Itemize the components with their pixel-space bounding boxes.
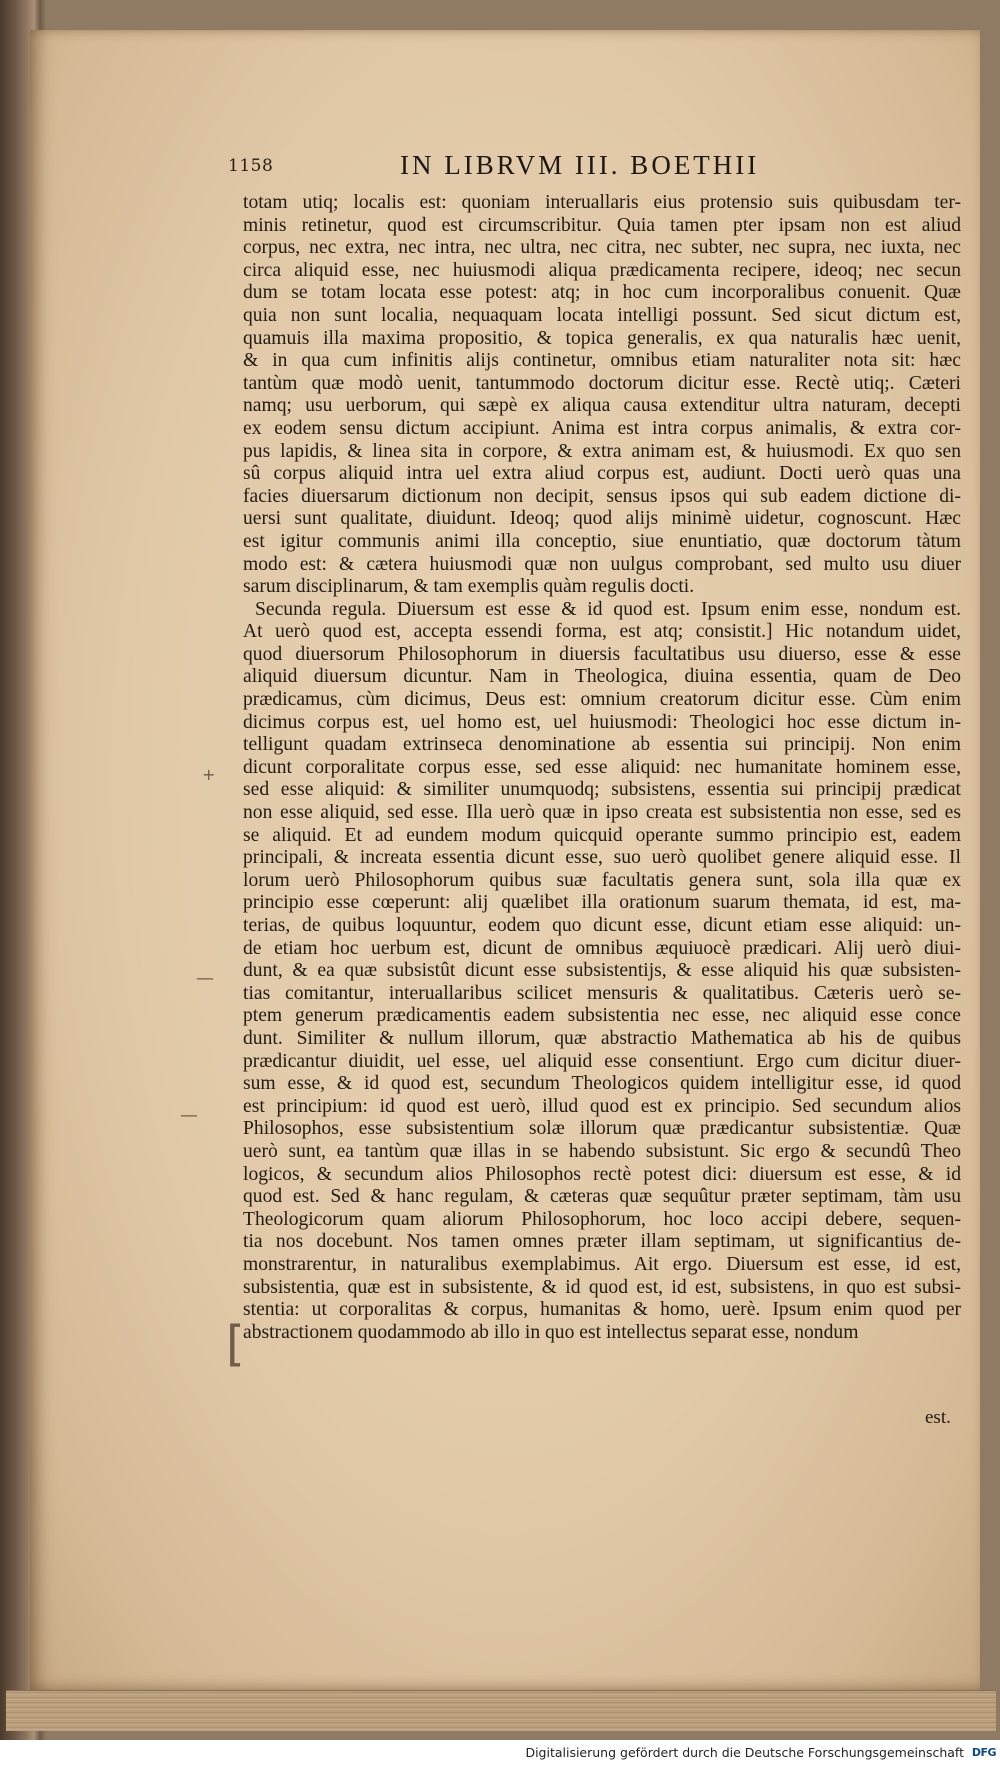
text-line: uerò sunt, ea tantùm quæ illas in se habendo subsistunt. Sic ergo & secundû Theo	[243, 1140, 961, 1162]
text-line: quod diuersorum Philosophorum in diuersis facultatibus usu diuerso, esse & esse	[243, 643, 961, 665]
text-line: Theologicorum quam aliorum Philosophorum, hoc loco accipi debere, sequen-	[243, 1208, 961, 1230]
text-line: tias comitantur, interuallaribus scilicet mensuris & qualitatibus. Cæteris uerò se-	[243, 982, 961, 1004]
text-line: quia non sunt localia, nequaquam locata intelligi possunt. Sed sicut dictum est,	[243, 304, 961, 326]
margin-bracket-mark: [	[226, 1316, 245, 1372]
text-line: terias, de quibus loquuntur, eodem quo dicunt esse, dicunt etiam esse aliquid: un-	[243, 915, 961, 936]
margin-cross-mark: +	[202, 765, 216, 784]
text-line: aliquid diuersum dicuntur. Nam in Theologica, diuina essentia, quam de Deo	[243, 666, 961, 688]
text-line: logicos, & secundum alios Philosophos rectè potest dici: diuersum est esse, & id	[243, 1163, 961, 1185]
text-line: sû corpus aliquid intra uel extra aliud corpus est, audiunt. Docti uerò quas una	[243, 463, 961, 485]
text-line: dunt. Similiter & nullum illorum, quæ abstractio Mathematica ab his de quibus	[243, 1027, 961, 1049]
running-head	[30, 150, 980, 186]
text-line: subsistentia, quæ est in subsistente, & id quod est, id est, subsistens, in quo est subsi-	[243, 1276, 961, 1298]
text-line: circa aliquid esse, nec huiusmodi aliqua prædicamenta recipere, ideoq; nec secun	[243, 259, 961, 281]
text-line: dunt, & ea quæ subsistût dicunt esse subsistentijs, & esse aliquid his quæ subsisten-	[243, 960, 961, 982]
text-line: sarum disciplinarum, & tam exemplis quàm regulis docti.	[243, 576, 695, 598]
text-line: est principium: id quod est uerò, illud quod est ex principio. Sed secundum alios	[243, 1095, 961, 1117]
text-line: principali, & increata essentia dicunt esse, suo uerò quolibet genere aliquid esse. Il	[243, 847, 961, 869]
dfg-logo: DFG	[971, 1746, 996, 1759]
body-text	[243, 192, 961, 1432]
text-line: sum esse, & id quod est, secundum Theologicos quidem intelligitur esse, id quod	[243, 1073, 961, 1095]
text-line: & in qua cum infinitis alijs continetur, omnibus etiam naturaliter nota sit: hæc	[243, 350, 961, 372]
text-line: est igitur communis animi illa conceptio, siue enuntiatio, quæ doctorum tàtum	[243, 530, 961, 552]
text-line: totam utiq; localis est: quoniam interuallaris eius protensio suis quibusdam ter-	[243, 192, 961, 213]
footer-bar	[0, 1740, 1000, 1767]
text-line: quod est. Sed & hanc regulam, & cæteras quæ sequûtur præter septimam, tàm usu	[243, 1186, 961, 1208]
text-line: At uerò quod est, accepta essendi forma, est atq; consistit.] Hic notandum uidet,	[243, 621, 961, 643]
running-title: IN LIBRVM III. BOETHII	[400, 150, 760, 180]
text-line: Philosophos, esse subsistentium solæ illorum quæ prædicantur subsistentiæ. Quæ	[243, 1118, 961, 1140]
text-line: corpus, nec extra, nec intra, nec ultra, nec citra, nec subter, nec supra, nec iuxta, nec	[243, 237, 961, 259]
text-line: dum se totam locata esse potest: atq; in hoc cum incorporalibus conuenit. Quæ	[243, 282, 961, 304]
text-line: monstrarentur, in naturalibus exemplabimus. Ait ergo. Diuersum est esse, id est,	[243, 1253, 961, 1275]
text-line: namq; usu uerborum, qui sæpè ex aliqua causa extenditur ultra naturam, decepti	[243, 395, 961, 417]
text-line: minis retinetur, quod est circumscribitur. Quia tamen pter ipsam non est aliud	[243, 214, 961, 236]
margin-dash-mark: —	[196, 968, 214, 989]
text-line: pus lapidis, & linea sita in corpore, & extra animam est, & huiusmodi. Ex quo sen	[243, 440, 961, 462]
text-line: abstractionem quodammodo ab illo in quo est intellectus separat esse, nondum	[243, 1321, 859, 1343]
text-line: modo est: & cætera huiusmodi quæ non uulgus comprobant, sed multo usu diuer	[243, 553, 961, 575]
text-line: Secunda regula. Diuersum est esse & id quod est. Ipsum enim esse, nondum est.	[255, 598, 961, 620]
page-edges	[6, 1690, 996, 1731]
text-line: dicimus corpus est, uel homo est, uel huiusmodi: Theologici hoc esse dictum in-	[243, 711, 961, 733]
text-line: prædicamus, cùm dicimus, Deus est: omnium creatorum dicitur esse. Cùm enim	[243, 689, 961, 711]
text-line: se aliquid. Et ad eundem modum quicquid operante summo principio est, eadem	[243, 824, 961, 846]
text-line: uersi sunt qualitate, diuidunt. Ideoq; quod alijs minimè uidetur, cognoscunt. Hæc	[243, 508, 961, 530]
catchword: est.	[925, 1407, 951, 1428]
text-line: telligunt quadam extrinseca denominatione ab essentia sui principij. Non enim	[243, 734, 961, 756]
text-line: ptem generum prædicamentis eadem subsistentia nec esse, nec aliquid esse conce	[243, 1005, 961, 1027]
text-line: sed esse aliquid: & similiter unumquodq; subsistens, essentia sui principij prædicat	[243, 779, 961, 801]
text-line: lorum uerò Philosophorum quibus suæ facultatis genera sunt, sola illa quæ ex	[243, 869, 961, 891]
text-line: dicunt corporalitate corpus esse, sed esse aliquid: nec humanitate hominem esse,	[243, 756, 961, 778]
digitization-credit: Digitalisierung gefördert durch die Deutsche Forschungsgemeinschaft	[525, 1745, 964, 1760]
text-line: tia nos docebunt. Nos tamen omnes præter illam septimam, ut significantius de-	[243, 1231, 961, 1253]
page-number: 1158	[228, 156, 274, 176]
text-line: ex eodem sensu dictum accipiunt. Anima est intra corpus animalis, & extra cor-	[243, 417, 961, 439]
text-line: non esse aliquid, sed esse. Illa uerò quæ in ipso creata est subsistentia non esse, sed es	[243, 802, 961, 824]
text-line: principio esse cœperunt: alij quælibet illa orationum suarum themata, id est, ma-	[243, 892, 961, 914]
text-line: stentia: ut corporalitas & corpus, humanitas & homo, uerè. Ipsum enim quod per	[243, 1299, 961, 1321]
text-line: de etiam hoc uerbum est, dicunt de omnibus æquiuocè prædicari. Alij uerò diui-	[243, 937, 961, 959]
text-line: prædicantur diuidit, uel esse, uel aliquid esse consentiunt. Ergo cum dicitur diuer-	[243, 1050, 961, 1072]
text-line: tantùm quæ modò uenit, tantummodo doctorum dicitur esse. Rectè utiq;. Cæteri	[243, 372, 961, 394]
text-line: facies diuersarum dictionum non decipit, sensus ipsos qui sub eadem dictione di-	[243, 485, 961, 507]
text-line: quamuis illa maxima propositio, & topica generalis, ex qua naturalis hæc uenit,	[243, 327, 961, 349]
margin-dash-mark: —	[180, 1105, 198, 1126]
